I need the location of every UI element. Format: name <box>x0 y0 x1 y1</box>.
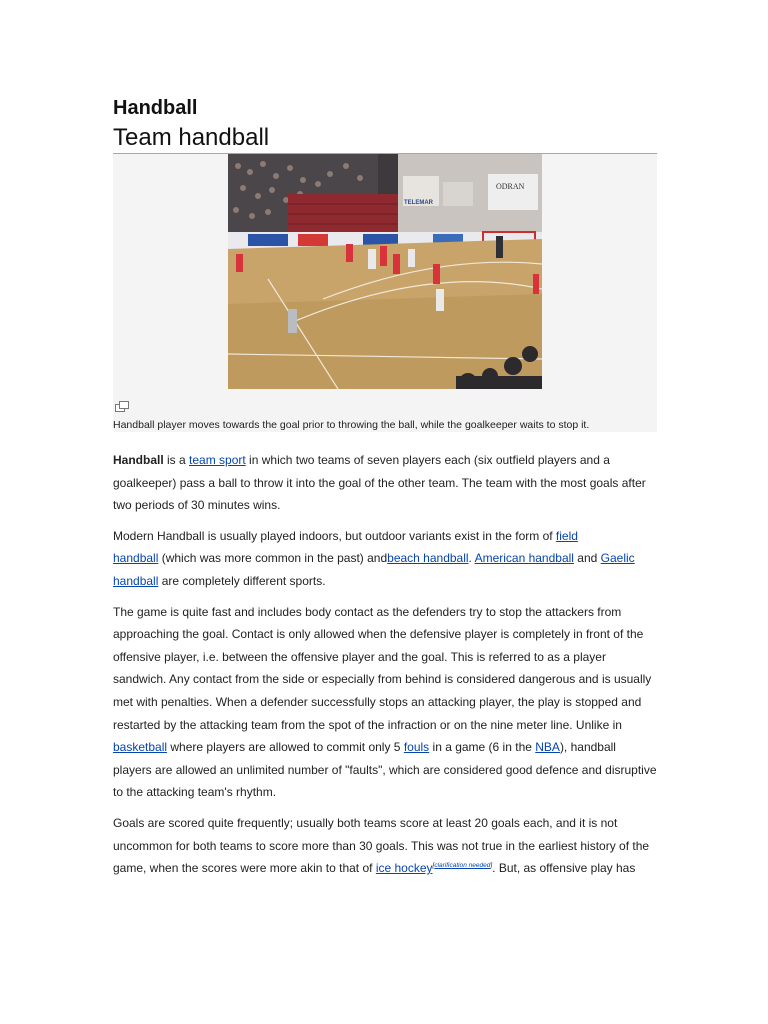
link-gaelic-handball[interactable]: Gaelic <box>600 551 635 566</box>
clarification-note <box>433 862 493 869</box>
paragraph-intro <box>113 449 657 517</box>
link-clarification-needed[interactable]: clarification needed <box>434 862 491 870</box>
paragraph-text: Goals are scored quite frequently; usually both teams score at least 20 goals each, and it is not uncommon for both teams to score more than 30 goals. This was not true in the earliest history of the game, when the scores were more akin to that of <box>113 815 650 876</box>
paragraph-text: . But, as offensive play has <box>492 861 636 876</box>
paragraph-text: in a game (6 in the <box>429 740 536 755</box>
paragraph-text: and <box>573 551 601 566</box>
article <box>113 96 657 888</box>
paragraph-text: is a <box>163 453 190 467</box>
link-field-handball[interactable]: field <box>555 528 578 543</box>
paragraph-text: ), handball players are allowed an unlimited number of "faults", which are considered good defence and disruptive to the attacking team's rhythm. <box>113 740 657 800</box>
paragraph-text: Modern Handball is usually played indoors, but outdoor variants exist in the form of <box>113 528 556 543</box>
link-beach-handball[interactable]: beach handball <box>387 551 469 566</box>
figure-box <box>113 154 657 432</box>
paragraph-text: where players are allowed to commit only 5 <box>167 740 404 755</box>
banner-text-left: TELEMAR <box>404 200 433 206</box>
paragraph-variants <box>113 525 657 593</box>
bold-term: Handball <box>113 453 164 467</box>
link-field-handball-cont[interactable]: handball <box>113 551 159 566</box>
link-fouls[interactable]: fouls <box>403 740 430 755</box>
link-gaelic-handball-cont[interactable]: handball <box>113 573 159 588</box>
paragraph-text: (which was more common in the past) and <box>158 551 388 566</box>
paragraph-text: in which two teams of seven players each (six outfield players and a goalkeeper) pass a ball to throw it into the goal of the other team. The team with the most goals after two periods of 30 minutes wins. <box>113 453 646 513</box>
banner-text-top: ODRAN <box>496 182 525 191</box>
note-bracket-close: ] <box>490 862 493 870</box>
link-american-handball[interactable]: American handball <box>474 551 574 566</box>
figure-caption: Handball player moves towards the goal prior to throwing the ball, while the goalkeeper waits to stop it. <box>113 419 590 431</box>
note-bracket-open: [ <box>432 862 435 870</box>
link-ice-hockey[interactable]: ice hockey <box>375 861 433 876</box>
enlarge-icon[interactable] <box>115 401 129 412</box>
link-nba[interactable]: NBA <box>535 740 560 755</box>
section-heading: Team handball <box>113 124 657 154</box>
paragraph-scoring <box>113 812 657 880</box>
handball-photo[interactable] <box>228 154 542 389</box>
paragraph-text: The game is quite fast and includes body contact as the defenders try to stop the attackers from approaching the goal. Contact is only allowed when the defensive player is completely in front of the offensive player, i.e. between the offensive player and the goal. This is referred to as a player sandwich. Any contact from the side or especially from behind is considered dangerous and is usually met with penalties. When a defender successfully stops an attacking player, the play is stopped and restarted by the attacking team from the spot of the infraction or on the nine meter line. Unlike in <box>113 604 652 732</box>
article-title: Handball <box>113 97 198 119</box>
link-team-sport[interactable]: team sport <box>189 453 246 467</box>
paragraph-text: are completely different sports. <box>158 573 326 588</box>
link-basketball[interactable]: basketball <box>113 740 168 755</box>
paragraph-text: . <box>468 551 475 566</box>
paragraph-rules <box>113 601 657 804</box>
